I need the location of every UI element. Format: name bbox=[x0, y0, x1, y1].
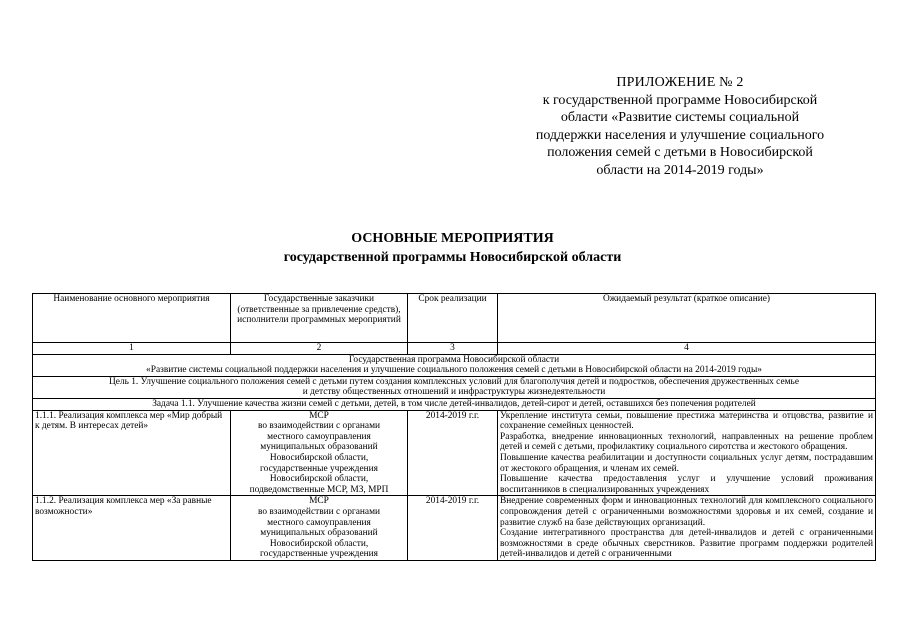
executor-line: местного самоуправления bbox=[267, 517, 371, 528]
document-subtitle: государственной программы Новосибирской области bbox=[283, 250, 622, 265]
result-paragraph: Укрепление института семьи, повышение престижа материнства и отцовства, развитие и сохранение семейных ценностей. bbox=[500, 410, 873, 432]
executor-line: подведомственные МСР, МЗ, МРП bbox=[249, 484, 389, 495]
period-cell: 2014-2019 г.г. bbox=[408, 496, 498, 561]
executor-line: государственные учреждения bbox=[260, 549, 378, 560]
period-cell: 2014-2019 г.г. bbox=[408, 410, 498, 496]
executor-main: МСР bbox=[309, 410, 329, 421]
header-measure-name: Наименование основного мероприятия bbox=[33, 294, 231, 343]
program-title: Государственная программа Новосибирской области bbox=[348, 354, 560, 365]
column-number: 4 bbox=[498, 343, 876, 355]
executors-cell bbox=[231, 410, 408, 496]
appendix-line: области на 2014-2019 годы» bbox=[596, 162, 764, 178]
goal-text-continued: и детству общественных отношений и инфраструктуры жизнедеятельности bbox=[302, 387, 606, 398]
goal-row bbox=[33, 376, 876, 398]
measure-name: 1.1.1. Реализация комплекса мер «Мир добрый к детям. В интересах детей» bbox=[33, 410, 231, 496]
executor-line: муниципальных образований bbox=[260, 528, 378, 539]
table-row bbox=[33, 496, 876, 561]
header-period: Срок реализации bbox=[408, 294, 498, 343]
program-cell bbox=[33, 354, 876, 376]
appendix-header bbox=[520, 74, 840, 180]
result-paragraph: Повышение качества реабилитации и доступности социальных услуг детям, пострадавшим от жестокого обращения, и членам их семей. bbox=[500, 452, 873, 474]
measure-name: 1.1.2. Реализация комплекса мер «За равные возможности» bbox=[33, 496, 231, 561]
result-cell bbox=[498, 410, 876, 496]
executor-line: во взаимодействии с органами bbox=[257, 506, 381, 517]
column-number: 1 bbox=[33, 343, 231, 355]
executor-main: МСР bbox=[309, 496, 329, 507]
program-name: «Развитие системы социальной поддержки населения и улучшение социального положения семей с детьми в Новосибирской области на 2014-2019 годы» bbox=[146, 365, 762, 376]
result-paragraph: Повышение качества предоставления услуг и улучшение условий проживания воспитанников в специализированных учреждениях bbox=[500, 474, 873, 495]
header-expected-result: Ожидаемый результат (краткое описание) bbox=[498, 294, 876, 343]
task-cell: Задача 1.1. Улучшение качества жизни семей с детьми, детей, в том числе детей-инвалидов, детей-сирот и детей, оставшихся без попечения родителей bbox=[33, 398, 876, 410]
executor-line: местного самоуправления bbox=[267, 431, 371, 442]
appendix-line: поддержки населения и улучшение социального bbox=[535, 127, 825, 143]
executor-line: муниципальных образований bbox=[260, 442, 378, 453]
program-row bbox=[33, 354, 876, 376]
table-row bbox=[33, 410, 876, 496]
executor-line: Новосибирской области, bbox=[269, 452, 369, 463]
executors-cell bbox=[231, 496, 408, 561]
executor-line: во взаимодействии с органами bbox=[257, 421, 381, 432]
column-number: 2 bbox=[231, 343, 408, 355]
result-cell bbox=[498, 496, 876, 561]
result-paragraph: Разработка, внедрение инновационных технологий, направленных на решение проблем детей и семей с детьми, профилактику социального сиротства и жестокого обращения. bbox=[500, 431, 873, 453]
appendix-title: ПРИЛОЖЕНИЕ № 2 bbox=[616, 75, 744, 90]
executor-line: Новосибирской области, bbox=[269, 538, 369, 549]
executor-line: Новосибирской области, bbox=[269, 474, 369, 485]
result-paragraph: Создание интегративного пространства для детей-инвалидов и детей с ограниченными возможностями в среде обычных сверстников. Развитие программ поддержки родителей детей-инвалидов и детей с ограниченными bbox=[500, 528, 873, 560]
appendix-line: положения семей с детьми в Новосибирской bbox=[547, 145, 813, 161]
goal-cell bbox=[33, 376, 876, 398]
column-number-row bbox=[33, 343, 876, 355]
document-title: ОСНОВНЫЕ МЕРОПРИЯТИЯ bbox=[351, 231, 554, 246]
result-paragraph: Внедрение современных форм и инновационных технологий для комплексного социального сопровождения детей с ограниченными возможностями здоровья и их семей, создание и развитие служб на базе действующих организаций. bbox=[500, 496, 873, 528]
table-header-row bbox=[33, 294, 876, 343]
executor-line: государственные учреждения bbox=[260, 463, 378, 474]
column-number: 3 bbox=[408, 343, 498, 355]
appendix-line: области «Развитие системы социальной bbox=[560, 110, 800, 126]
goal-text: Цель 1. Улучшение социального положения семей с детьми путем создания комплексных условий для благополучия детей и подростков, обеспечения дружественных семье bbox=[109, 376, 799, 387]
appendix-line: к государственной программе Новосибирской bbox=[542, 92, 818, 108]
task-row bbox=[33, 398, 876, 410]
measures-table bbox=[32, 293, 876, 561]
header-executors: Государственные заказчики (ответственные за привлечение средств), исполнители программных мероприятий bbox=[231, 294, 408, 343]
